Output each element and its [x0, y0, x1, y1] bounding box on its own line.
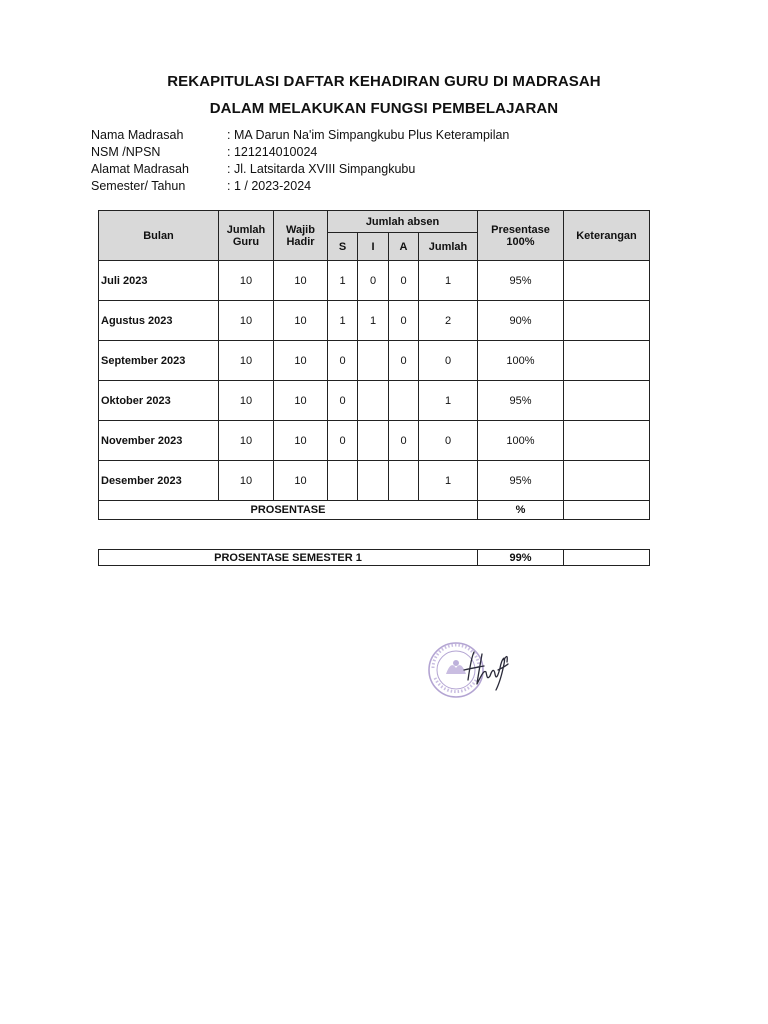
header-bulan: Bulan: [99, 211, 219, 261]
cell-i: 0: [358, 261, 389, 301]
cell-hadir: 10: [274, 261, 328, 301]
attendance-table: [98, 210, 650, 520]
table-row: [99, 301, 650, 341]
cell-jumlah: 1: [419, 381, 478, 421]
footer-keterangan: [564, 501, 650, 520]
cell-hadir: 10: [274, 461, 328, 501]
header-presentase-line-1: Presentase: [491, 223, 550, 236]
stamp-and-signature: [424, 630, 519, 710]
cell-guru: 10: [219, 421, 274, 461]
cell-keterangan: [564, 461, 650, 501]
seal-signature-icon: [424, 630, 519, 710]
header-jumlah: Jumlah: [419, 233, 478, 261]
table-row: [99, 261, 650, 301]
table-row: [99, 461, 650, 501]
table-row: [99, 421, 650, 461]
cell-hadir: 10: [274, 421, 328, 461]
cell-presentase: 100%: [478, 341, 564, 381]
semester-keterangan: [564, 550, 650, 566]
cell-i: [358, 421, 389, 461]
cell-guru: 10: [219, 381, 274, 421]
semester-value: 99%: [478, 550, 564, 566]
cell-jumlah: 1: [419, 261, 478, 301]
header-wajib-hadir: [274, 211, 328, 261]
cell-jumlah: 0: [419, 341, 478, 381]
cell-hadir: 10: [274, 301, 328, 341]
cell-bulan: November 2023: [99, 421, 219, 461]
cell-presentase: 100%: [478, 421, 564, 461]
table-row: [99, 341, 650, 381]
header-keterangan: Keterangan: [564, 211, 650, 261]
semester-summary-table: [98, 549, 650, 566]
cell-hadir: 10: [274, 381, 328, 421]
cell-guru: 10: [219, 261, 274, 301]
document-title-line-2: DALAM MELAKUKAN FUNGSI PEMBELAJARAN: [209, 100, 559, 117]
header-jumlah-absen: Jumlah absen: [328, 211, 478, 233]
header-wajib-hadir-line-2: Hadir: [286, 235, 315, 248]
cell-i: [358, 381, 389, 421]
cell-keterangan: [564, 421, 650, 461]
info-label: Alamat Madrasah: [91, 162, 189, 176]
header-presentase-line-2: 100%: [506, 235, 535, 248]
cell-s: [328, 461, 358, 501]
info-value: : Jl. Latsitarda XVIII Simpangkubu: [227, 162, 416, 176]
cell-s: 0: [328, 381, 358, 421]
info-value: : MA Darun Na'im Simpangkubu Plus Keterampilan: [227, 128, 510, 142]
cell-s: 1: [328, 301, 358, 341]
document-title-line-1: REKAPITULASI DAFTAR KEHADIRAN GURU DI MADRASAH: [167, 73, 601, 90]
cell-a: 0: [389, 421, 419, 461]
cell-jumlah: 1: [419, 461, 478, 501]
table-footer-row: [99, 501, 650, 520]
info-label: Nama Madrasah: [91, 128, 184, 142]
cell-hadir: 10: [274, 341, 328, 381]
cell-jumlah: 0: [419, 421, 478, 461]
header-presentase: [478, 211, 564, 261]
cell-bulan: Oktober 2023: [99, 381, 219, 421]
cell-a: 0: [389, 301, 419, 341]
cell-s: 0: [328, 341, 358, 381]
header-jumlah-guru-line-1: Jumlah: [226, 223, 266, 236]
info-value: : 121214010024: [227, 145, 318, 159]
cell-jumlah: 2: [419, 301, 478, 341]
info-row-semester: [91, 178, 509, 195]
info-label: Semester/ Tahun: [91, 179, 186, 193]
header-i: I: [358, 233, 389, 261]
info-value: : 1 / 2023-2024: [227, 179, 312, 193]
cell-guru: 10: [219, 461, 274, 501]
footer-prosentase-value: %: [478, 501, 564, 520]
info-label: NSM /NPSN: [91, 145, 161, 159]
footer-prosentase-label: PROSENTASE: [99, 501, 478, 520]
cell-keterangan: [564, 341, 650, 381]
info-row-nama: [91, 127, 509, 144]
info-row-nsm: [91, 144, 509, 161]
cell-bulan: Juli 2023: [99, 261, 219, 301]
cell-a: [389, 381, 419, 421]
header-s: S: [328, 233, 358, 261]
cell-guru: 10: [219, 341, 274, 381]
header-wajib-hadir-line-1: Wajib: [286, 223, 315, 236]
info-row-alamat: [91, 161, 509, 178]
cell-presentase: 95%: [478, 461, 564, 501]
table-row: [99, 381, 650, 421]
stamp-icon: [429, 643, 483, 697]
cell-presentase: 95%: [478, 381, 564, 421]
cell-bulan: Desember 2023: [99, 461, 219, 501]
cell-i: [358, 341, 389, 381]
header-jumlah-guru: [219, 211, 274, 261]
cell-keterangan: [564, 261, 650, 301]
cell-presentase: 95%: [478, 261, 564, 301]
semester-label: PROSENTASE SEMESTER 1: [99, 550, 478, 566]
cell-bulan: September 2023: [99, 341, 219, 381]
cell-a: 0: [389, 341, 419, 381]
cell-keterangan: [564, 381, 650, 421]
cell-bulan: Agustus 2023: [99, 301, 219, 341]
cell-s: 0: [328, 421, 358, 461]
cell-guru: 10: [219, 301, 274, 341]
cell-i: [358, 461, 389, 501]
cell-a: [389, 461, 419, 501]
cell-a: 0: [389, 261, 419, 301]
cell-presentase: 90%: [478, 301, 564, 341]
cell-i: 1: [358, 301, 389, 341]
header-jumlah-guru-line-2: Guru: [232, 235, 260, 248]
madrasah-info: [91, 127, 509, 195]
cell-s: 1: [328, 261, 358, 301]
header-a: A: [389, 233, 419, 261]
cell-keterangan: [564, 301, 650, 341]
